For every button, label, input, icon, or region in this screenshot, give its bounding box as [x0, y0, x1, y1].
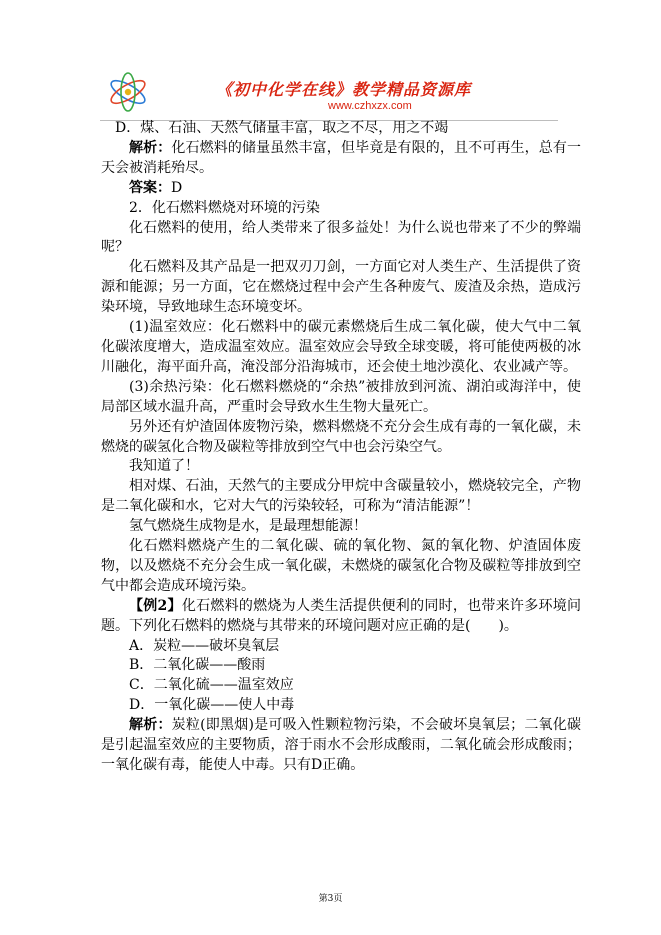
example-label: 【例2】: [129, 597, 182, 614]
analysis-2: [101, 716, 581, 776]
option-b: B．二氧化碳——酸雨: [129, 657, 266, 674]
paragraph-heat-pollution: (3)余热污染：化石燃料燃烧的“余热”被排放到河流、湖泊或海洋中，使局部区域水温升高，严重时会导致水生生物大量死亡。: [101, 378, 581, 415]
paragraph-hydrogen: 氢气燃烧生成物是水，是最理想能源！: [129, 518, 367, 535]
answer-label: 答案：: [129, 179, 171, 196]
example-text: 化石燃料的燃烧为人类生活提供便利的同时，也带来许多环境问题。下列化石燃料的燃烧与其带来的环境问题对应正确的是( )。: [101, 597, 581, 634]
analysis-text: 炭粒(即黑烟)是可吸入性颗粒物污染，不会破坏臭氧层；二氧化碳是引起温室效应的主要物质，溶于雨水不会形成酸雨，二氧化硫会形成酸雨；一氧化碳有毒，能使人中毒。只有D正确。: [101, 717, 581, 773]
analysis-text: 化石燃料的储量虽然丰富，但毕竟是有限的，且不可再生，总有一天会被消耗殆尽。: [101, 139, 582, 176]
option-c: C．二氧化硫——温室效应: [129, 677, 294, 694]
example-2: [101, 597, 581, 637]
option-d-line: D．煤、石油、天然气储量丰富，取之不尽，用之不竭: [115, 120, 449, 136]
paragraph-natural-gas: 相对煤、石油，天然气的主要成分甲烷中含碳量较小，燃烧较完全，产物是二氧化碳和水，它对大气的污染较轻，可称为“清洁能源”！: [101, 478, 581, 515]
know-heading: 我知道了！: [129, 458, 199, 475]
question-paragraph: 化石燃料的使用，给人类带来了很多益处！为什么说也带来了不少的弊端呢？: [101, 219, 581, 256]
paragraph-greenhouse: (1)温室效应：化石燃料中的碳元素燃烧后生成二氧化碳，使大气中二氧化碳浓度增大，造成温室效应。温室效应会导致全球变暖，将可能使两极的冰川融化，海平面升高，淹没部分沿海城市，还会使土地沙漠化、农业减产等。: [101, 319, 581, 375]
analysis-label: 解析：: [129, 139, 172, 156]
banner-url: www.czhxzx.com: [328, 100, 412, 112]
paragraph-slag: 另外还有炉渣固体废物污染，燃料燃烧不充分会生成有毒的一氧化碳，未燃烧的碳氢化合物及碳粒等排放到空气中也会污染空气。: [101, 418, 581, 455]
answer-value: D: [171, 179, 183, 196]
section-title: 2．化石燃料燃烧对环境的污染: [129, 199, 320, 216]
page-footer: 第3页: [318, 894, 343, 904]
paragraph-summary: 化石燃料燃烧产生的二氧化碳、硫的氧化物、氮的氧化物、炉渣固体废物，以及燃烧不充分会生成一氧化碳，未燃烧的碳氢化合物及碳粒等排放到空气中都会造成环境污染。: [101, 538, 581, 594]
banner-title: 《初中化学在线》教学精品资源库: [216, 80, 472, 99]
option-a: A．炭粒——破坏臭氧层: [129, 637, 280, 654]
header-banner: [100, 68, 558, 121]
paragraph-double-edged: 化石燃料及其产品是一把双刃刀剑，一方面它对人类生产、生活提供了资源和能源；另一方面，它在燃烧过程中会产生各种废气、废渣及余热，造成污染环境，导致地球生态环境变坏。: [101, 259, 581, 316]
analysis-1: [101, 139, 581, 179]
option-d: D．一氧化碳——使人中毒: [129, 697, 295, 714]
answer-line: [101, 179, 581, 199]
atom-logo-icon: [106, 70, 150, 114]
analysis-label: 解析：: [129, 717, 172, 734]
document-body: [101, 119, 581, 776]
